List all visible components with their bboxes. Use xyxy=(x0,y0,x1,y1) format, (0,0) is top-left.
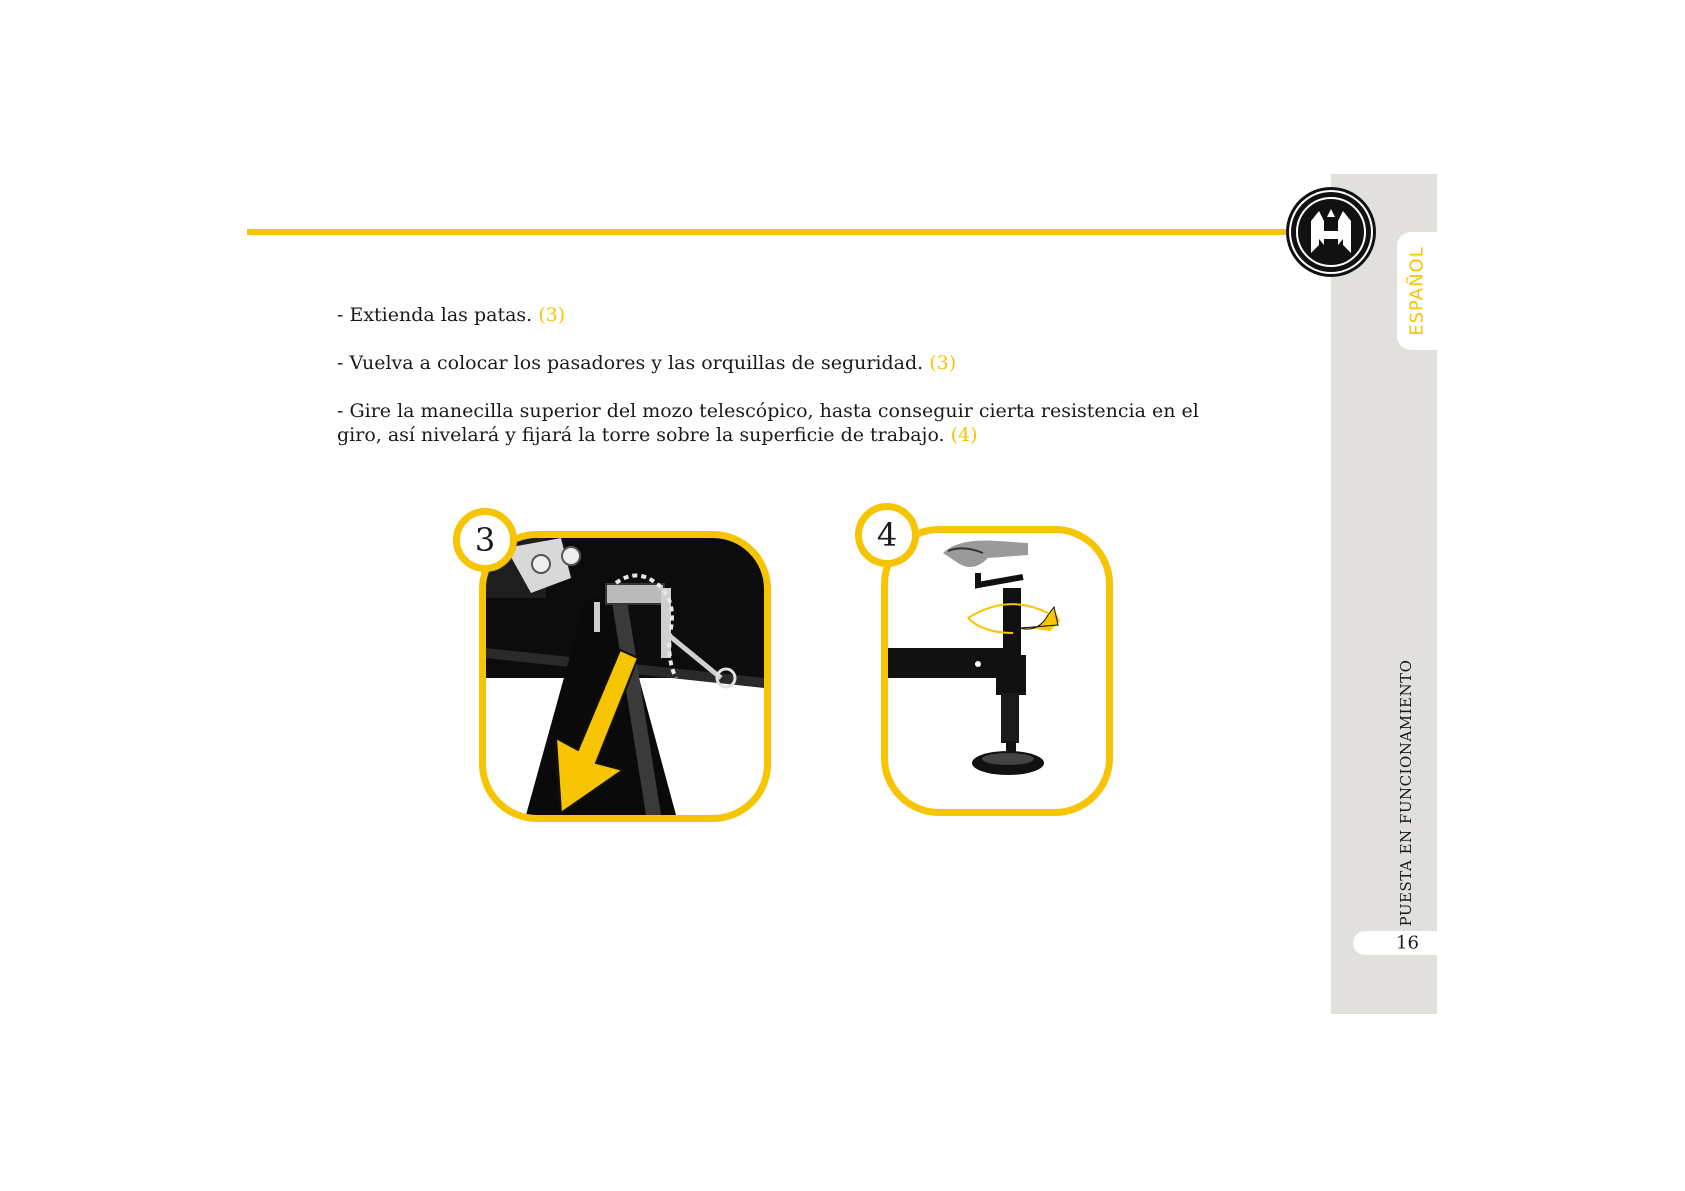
figure-3 xyxy=(474,521,771,822)
figure-3-badge: 3 xyxy=(453,508,517,572)
instruction-item: - Gire la manecilla superior del mozo telescópico, hasta conseguir cierta resistencia en el giro, así nivelará y fijará la torre sobre la superficie de trabajo. (4) xyxy=(337,400,1199,446)
brand-emblem-icon xyxy=(1286,187,1376,277)
telescopic-jack-crank-icon xyxy=(888,533,1106,809)
page-number-tab xyxy=(1353,931,1437,955)
instructions xyxy=(337,303,1237,471)
page-number: 16 xyxy=(1396,932,1419,954)
instruction-item: - Extienda las patas. (3) xyxy=(337,304,566,326)
instruction-item: - Vuelva a colocar los pasadores y las orquillas de seguridad. (3) xyxy=(337,352,957,374)
figure-reference: (3) xyxy=(538,304,566,326)
figure-3-frame xyxy=(479,531,771,822)
extend-leg-arrow-icon xyxy=(486,538,764,815)
language-label: ESPAÑOL xyxy=(1406,246,1428,336)
figure-4 xyxy=(876,516,1113,816)
figure-reference: (3) xyxy=(929,352,957,374)
top-accent-rule xyxy=(247,229,1287,235)
figure-4-frame xyxy=(881,526,1113,816)
figure-reference: (4) xyxy=(950,424,978,446)
figure-4-badge: 4 xyxy=(855,503,919,567)
section-title: PUESTA EN FUNCIONAMIENTO xyxy=(1397,659,1415,927)
